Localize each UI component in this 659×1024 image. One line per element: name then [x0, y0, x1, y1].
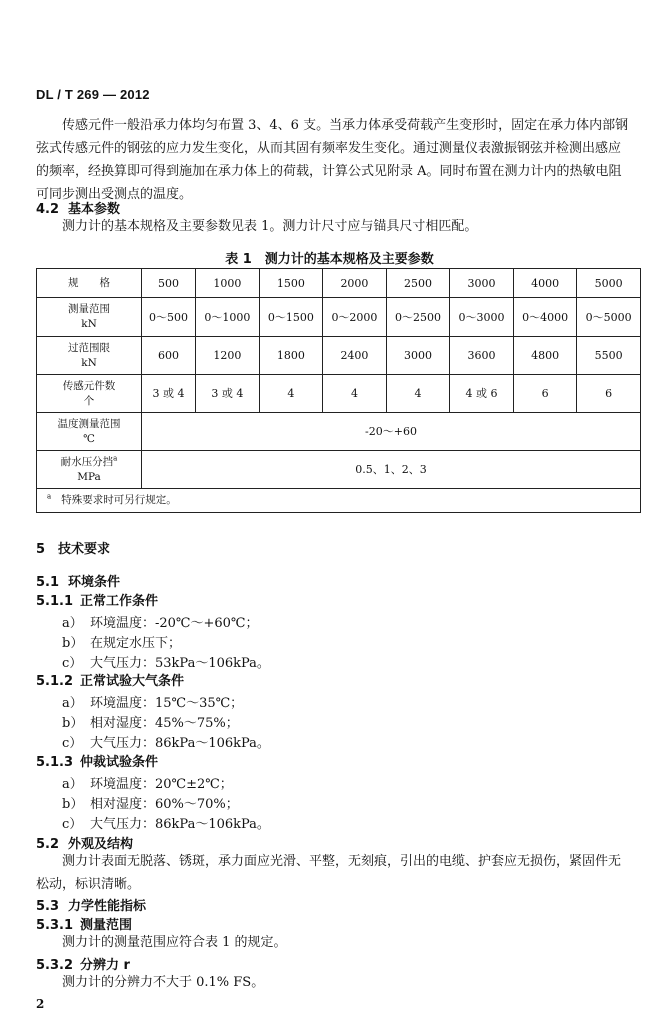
range-cell: 0～4000: [513, 298, 577, 337]
list-item: b） 相对湿度：45%～75%；: [62, 716, 239, 731]
heading-5: 5 技术要求: [36, 542, 111, 557]
heading-5-3-1: 5.3.1 测量范围: [36, 918, 133, 933]
range-cell: 0～1000: [196, 298, 260, 337]
heading-number: 4.2: [36, 202, 60, 217]
range-cell: 0～500: [142, 298, 196, 337]
over-range-cell: 2400: [323, 337, 387, 375]
range-cell: 0～1500: [259, 298, 323, 337]
list-item: a） 环境温度：-20℃～+60℃；: [62, 616, 259, 631]
over-range-label: 过范围限 kN: [37, 337, 142, 375]
heading-5-2: 5.2 外观及结构: [36, 837, 134, 852]
temperature-label: 温度测量范围 ℃: [37, 413, 142, 451]
range-cell: 0～2000: [323, 298, 387, 337]
section-5-3-2-text: 测力计的分辨力不大于 0.1% FS。: [62, 975, 265, 990]
over-range-cell: 1800: [259, 337, 323, 375]
over-range-cell: 4800: [513, 337, 577, 375]
spec-label: 规 格: [37, 269, 142, 298]
heading-5-1: 5.1 环境条件: [36, 575, 121, 590]
range-cell: 0～3000: [450, 298, 514, 337]
heading-5-3-2: 5.3.2 分辨力 r: [36, 958, 130, 973]
list-item: c） 大气压力：86kPa～106kPa。: [62, 736, 270, 751]
table-1-title: 表 1 测力计的基本规格及主要参数: [225, 252, 434, 267]
list-item: b） 相对湿度：60%～70%；: [62, 797, 239, 812]
water-pressure-label: 耐水压分挡$^a$ MPa: [37, 451, 142, 489]
list-item: a） 环境温度：15℃～35℃；: [62, 696, 244, 711]
range-cell: 0～5000: [577, 298, 641, 337]
range-cell: 0～2500: [386, 298, 450, 337]
water-pressure-value: 0.5、1、2、3: [142, 451, 641, 489]
over-range-cell: 3000: [386, 337, 450, 375]
temperature-value: -20～+60: [142, 413, 641, 451]
table-row-water-pressure: [37, 451, 641, 489]
spec-cell: 1000: [196, 269, 260, 298]
range-label: 测量范围 kN: [37, 298, 142, 337]
table-row-over-range: [37, 337, 641, 375]
over-range-cell: 600: [142, 337, 196, 375]
intro-paragraph: 传感元件一般沿承力体均匀布置 3、4、6 支。当承力体承受荷载产生变形时，固定在承力体内部钢弦式传感元件的钢弦的应力发生变化，从而其固有频率发生变化。通过测量仪表激振钢弦并检测出感应的频率，经换算即可得到施加在承力体上的荷载，计算公式见附录 A。同时布置在测力计内的热敏电阻可同步测出受测点的温度。: [36, 118, 629, 202]
sensor-count-cell: 4 或 6: [450, 375, 514, 413]
footnote-mark: a: [47, 492, 52, 501]
table-row-range: [37, 298, 641, 337]
sensor-count-label: 传感元件数 个: [37, 375, 142, 413]
spec-cell: 2500: [386, 269, 450, 298]
over-range-cell: 1200: [196, 337, 260, 375]
spec-cell: 2000: [323, 269, 387, 298]
heading-5-1-1: 5.1.1 正常工作条件: [36, 594, 159, 609]
over-range-cell: 3600: [450, 337, 514, 375]
page-number: 2: [36, 997, 45, 1011]
sensor-count-cell: 6: [513, 375, 577, 413]
sensor-count-cell: 4: [323, 375, 387, 413]
parameter-table: [36, 268, 641, 513]
sensor-count-cell: 3 或 4: [142, 375, 196, 413]
table-row-temperature: [37, 413, 641, 451]
heading-5-3: 5.3 力学性能指标: [36, 899, 147, 914]
spec-cell: 4000: [513, 269, 577, 298]
section-5-3-1-text: 测力计的测量范围应符合表 1 的规定。: [62, 935, 287, 950]
heading-5-1-2: 5.1.2 正常试验大气条件: [36, 674, 185, 689]
spec-cell: 5000: [577, 269, 641, 298]
heading-5-1-3: 5.1.3 仲裁试验条件: [36, 755, 159, 770]
heading-title: 基本参数: [68, 202, 121, 217]
sensor-count-cell: 3 或 4: [196, 375, 260, 413]
spec-cell: 1500: [259, 269, 323, 298]
table-row-spec: [37, 269, 641, 298]
table-footnote: [37, 489, 641, 513]
over-range-cell: 5500: [577, 337, 641, 375]
table-row-sensor-count: [37, 375, 641, 413]
list-item: c） 大气压力：86kPa～106kPa。: [62, 817, 270, 832]
list-item: b） 在规定水压下；: [62, 636, 182, 651]
sensor-count-cell: 6: [577, 375, 641, 413]
footnote-text: 特殊要求时可另行规定。: [61, 494, 177, 506]
section-4-2-text: 测力计的基本规格及主要参数见表 1。测力计尺寸应与锚具尺寸相匹配。: [62, 219, 478, 234]
spec-cell: 500: [142, 269, 196, 298]
spec-cell: 3000: [450, 269, 514, 298]
sensor-count-cell: 4: [386, 375, 450, 413]
standard-code: DL / T 269 — 2012: [36, 87, 150, 102]
section-5-2-text: 测力计表面无脱落、锈斑，承力面应光滑、平整，无刻痕，引出的电缆、护套应无损伤，紧固件无松动，标识清晰。: [36, 854, 622, 892]
sensor-count-cell: 4: [259, 375, 323, 413]
list-item: c） 大气压力：53kPa～106kPa。: [62, 656, 270, 671]
list-item: a） 环境温度：20℃±2℃；: [62, 777, 233, 792]
